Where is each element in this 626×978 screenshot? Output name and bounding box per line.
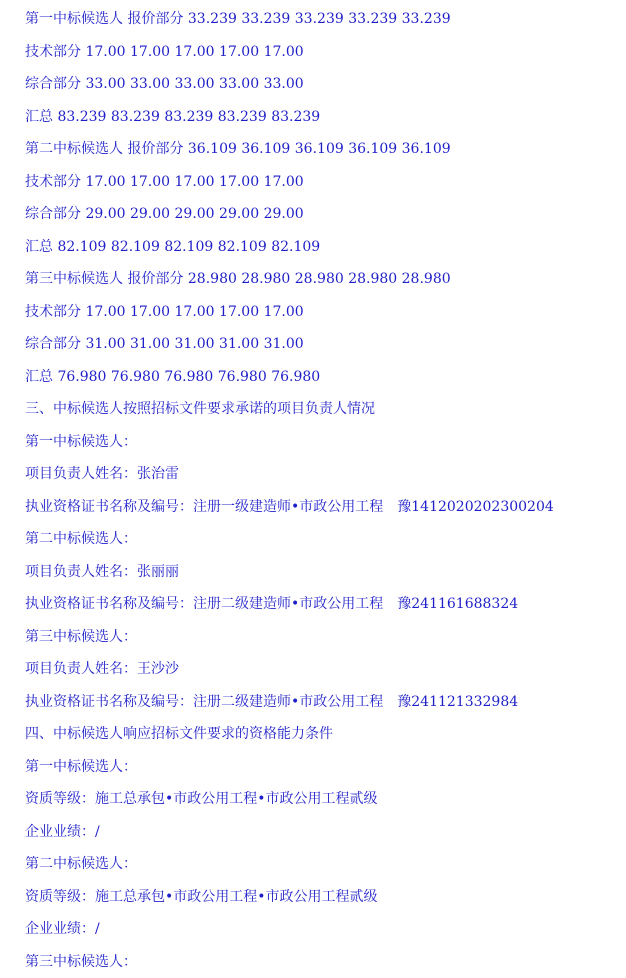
score-row-1-price: 第一中标候选人 报价部分 33.239 33.239 33.239 33.239 33.239 bbox=[25, 3, 620, 36]
score-row-3-price: 第三中标候选人 报价部分 28.980 28.980 28.980 28.980 28.980 bbox=[25, 263, 620, 296]
score-row-2-price: 第二中标候选人 报价部分 36.109 36.109 36.109 36.109 36.109 bbox=[25, 133, 620, 166]
qual-candidate-1-label: 第一中标候选人： bbox=[25, 751, 620, 784]
section-heading-project-manager: 三、中标候选人按照招标文件要求承诺的项目负责人情况 bbox=[25, 393, 620, 426]
qual-candidate-3-label: 第三中标候选人： bbox=[25, 946, 620, 978]
candidate-1-label: 第一中标候选人： bbox=[25, 426, 620, 459]
qual-candidate-1-grade: 资质等级：施工总承包•市政公用工程•市政公用工程贰级 bbox=[25, 783, 620, 816]
score-row-1-comprehensive: 综合部分 33.00 33.00 33.00 33.00 33.00 bbox=[25, 68, 620, 101]
candidate-3-label: 第三中标候选人： bbox=[25, 621, 620, 654]
candidate-2-certificate: 执业资格证书名称及编号：注册二级建造师•市政公用工程 豫241161688324 bbox=[25, 588, 620, 621]
score-row-2-technical: 技术部分 17.00 17.00 17.00 17.00 17.00 bbox=[25, 166, 620, 199]
candidate-1-certificate: 执业资格证书名称及编号：注册一级建造师•市政公用工程 豫1412020202300204 bbox=[25, 491, 620, 524]
candidate-1-manager-name: 项目负责人姓名：张治雷 bbox=[25, 458, 620, 491]
section-heading-qualification: 四、中标候选人响应招标文件要求的资格能力条件 bbox=[25, 718, 620, 751]
score-row-1-total: 汇总 83.239 83.239 83.239 83.239 83.239 bbox=[25, 101, 620, 134]
candidate-3-manager-name: 项目负责人姓名：王沙沙 bbox=[25, 653, 620, 686]
score-row-3-technical: 技术部分 17.00 17.00 17.00 17.00 17.00 bbox=[25, 296, 620, 329]
qual-candidate-2-performance: 企业业绩：/ bbox=[25, 913, 620, 946]
score-row-1-technical: 技术部分 17.00 17.00 17.00 17.00 17.00 bbox=[25, 36, 620, 69]
qual-candidate-2-label: 第二中标候选人： bbox=[25, 848, 620, 881]
candidate-2-label: 第二中标候选人： bbox=[25, 523, 620, 556]
qual-candidate-2-grade: 资质等级：施工总承包•市政公用工程•市政公用工程贰级 bbox=[25, 881, 620, 914]
score-row-2-comprehensive: 综合部分 29.00 29.00 29.00 29.00 29.00 bbox=[25, 198, 620, 231]
score-row-2-total: 汇总 82.109 82.109 82.109 82.109 82.109 bbox=[25, 231, 620, 264]
score-row-3-total: 汇总 76.980 76.980 76.980 76.980 76.980 bbox=[25, 361, 620, 394]
candidate-3-certificate: 执业资格证书名称及编号：注册二级建造师•市政公用工程 豫241121332984 bbox=[25, 686, 620, 719]
score-row-3-comprehensive: 综合部分 31.00 31.00 31.00 31.00 31.00 bbox=[25, 328, 620, 361]
qual-candidate-1-performance: 企业业绩：/ bbox=[25, 816, 620, 849]
candidate-2-manager-name: 项目负责人姓名：张丽丽 bbox=[25, 556, 620, 589]
document-body bbox=[25, 3, 620, 978]
